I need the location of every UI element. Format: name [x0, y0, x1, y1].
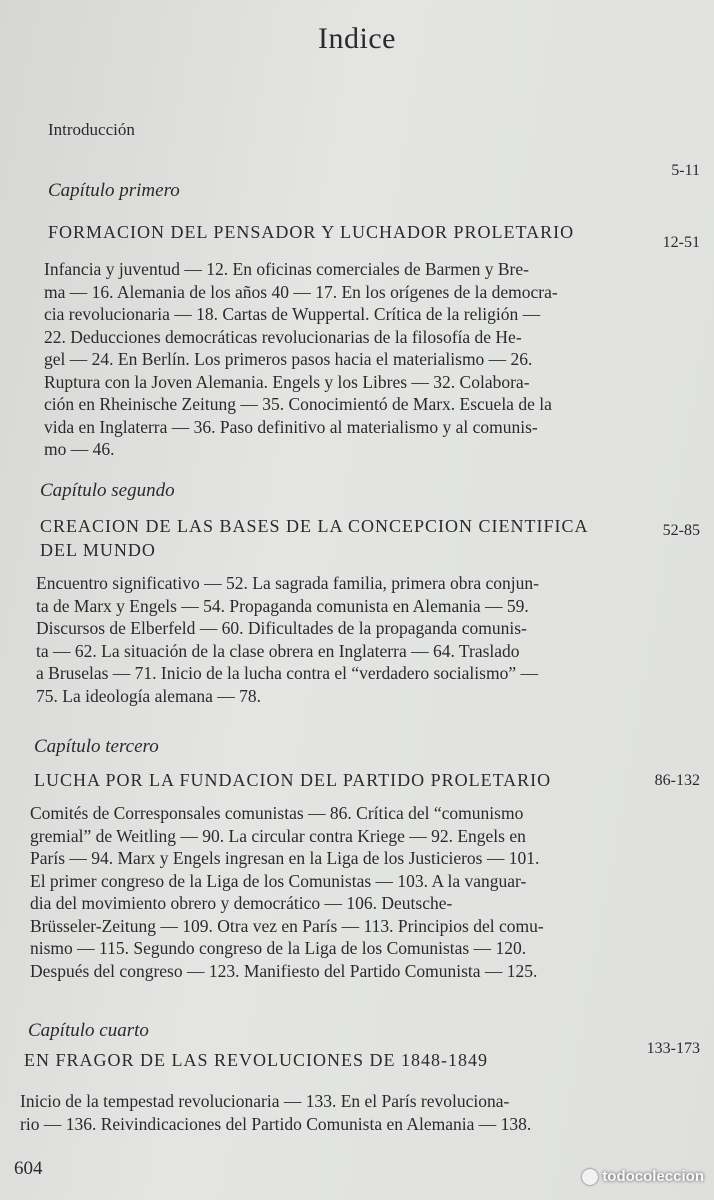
watermark: [582, 1168, 704, 1185]
summary-line: dia del movimiento obrero y democrático — 106. Deutsche-: [30, 893, 453, 913]
summary-line: 22. Deducciones democráticas revolucionarias de la filosofía de He-: [44, 326, 522, 347]
chapter-4-label: Capítulo cuarto: [28, 1020, 149, 1041]
summary-line: Discursos de Elberfeld — 60. Dificultades de la propaganda comunis-: [36, 618, 527, 638]
summary-line: ma — 16. Alemania de los años 40 — 17. En los orígenes de la democra-: [44, 281, 558, 302]
summary-line: París — 94. Marx y Engels ingresan en la Liga de los Justicieros — 101.: [30, 848, 540, 868]
summary-line: ta de Marx y Engels — 54. Propaganda comunista en Alemania — 59.: [36, 595, 529, 616]
chapter-1-summary: [44, 258, 600, 461]
summary-line: gremial” de Weitling — 90. La circular contra Kriege — 92. Engels en: [30, 825, 526, 846]
chapter-4-heading: EN FRAGOR DE LAS REVOLUCIONES DE 1848-1849: [24, 1050, 488, 1070]
summary-line: Encuentro significativo — 52. La sagrada familia, primera obra conjun-: [36, 573, 539, 593]
chapter-2-heading-line2: DEL MUNDO: [40, 540, 156, 560]
summary-line: El primer congreso de la Liga de los Comunistas — 103. A la vanguar-: [30, 870, 527, 891]
summary-line: Inicio de la tempestad revolucionaria — 133. En el París revoluciona-: [20, 1091, 510, 1111]
summary-line: cia revolucionaria — 18. Cartas de Wuppertal. Crítica de la religión —: [44, 304, 541, 324]
watermark-text: todocoleccion: [602, 1168, 704, 1185]
watermark-logo-icon: [582, 1169, 598, 1185]
summary-line: a Bruselas — 71. Inicio de la lucha contra el “verdadero socialismo” —: [36, 663, 538, 683]
page-title: Indice: [318, 22, 396, 55]
summary-line: ta — 62. La situación de la clase obrera en Inglaterra — 64. Traslado: [36, 640, 520, 661]
chapter-2-label: Capítulo segundo: [40, 480, 175, 501]
summary-line: rio — 136. Reivindicaciones del Partido Comunista en Alemania — 138.: [20, 1113, 532, 1134]
summary-line: gel — 24. En Berlín. Los primeros pasos hacia el materialismo — 26.: [44, 349, 533, 369]
summary-line: vida en Inglaterra — 36. Paso definitivo al materialismo y al comunis-: [44, 416, 538, 437]
summary-line: Comités de Corresponsales comunistas — 86. Crítica del “comunismo: [30, 803, 524, 823]
chapter-1-label: Capítulo primero: [48, 180, 180, 201]
intro-label: Introducción: [48, 120, 135, 139]
page-number: 604: [14, 1158, 43, 1179]
chapter-2-heading: CREACION DE LAS BASES DE LA CONCEPCION CIENTIFICA: [40, 516, 589, 536]
chapter-1-heading: FORMACION DEL PENSADOR Y LUCHADOR PROLETARIO: [48, 222, 575, 242]
chapter-3-pages: 86-132: [654, 772, 700, 789]
summary-line: Después del congreso — 123. Manifiesto del Partido Comunista — 125.: [30, 960, 538, 981]
chapter-3-heading: LUCHA POR LA FUNDACION DEL PARTIDO PROLETARIO: [34, 770, 552, 790]
summary-line: Ruptura con la Joven Alemania. Engels y los Libres — 32. Colabora-: [44, 371, 530, 392]
summary-line: nismo — 115. Segundo congreso de la Liga de los Comunistas — 120.: [30, 938, 527, 958]
chapter-4-pages: 133-173: [646, 1040, 700, 1057]
chapter-1-pages: 12-51: [662, 234, 700, 251]
chapter-3-summary: [30, 802, 604, 982]
chapter-4-summary: [20, 1090, 602, 1135]
summary-line: Brüsseler-Zeitung — 109. Otra vez en París — 113. Principios del comu-: [30, 915, 544, 936]
summary-line: Infancia y juventud — 12. En oficinas comerciales de Barmen y Bre-: [44, 259, 529, 279]
chapter-2-pages: 52-85: [662, 522, 700, 539]
summary-line: ción en Rheinische Zeitung — 35. Conocimientó de Marx. Escuela de la: [44, 394, 552, 414]
chapter-2-summary: [36, 572, 600, 707]
chapter-3-label: Capítulo tercero: [34, 736, 159, 757]
intro-pages: 5-11: [671, 162, 700, 179]
summary-line: 75. La ideología alemana — 78.: [36, 685, 261, 706]
summary-line: mo — 46.: [44, 439, 115, 459]
